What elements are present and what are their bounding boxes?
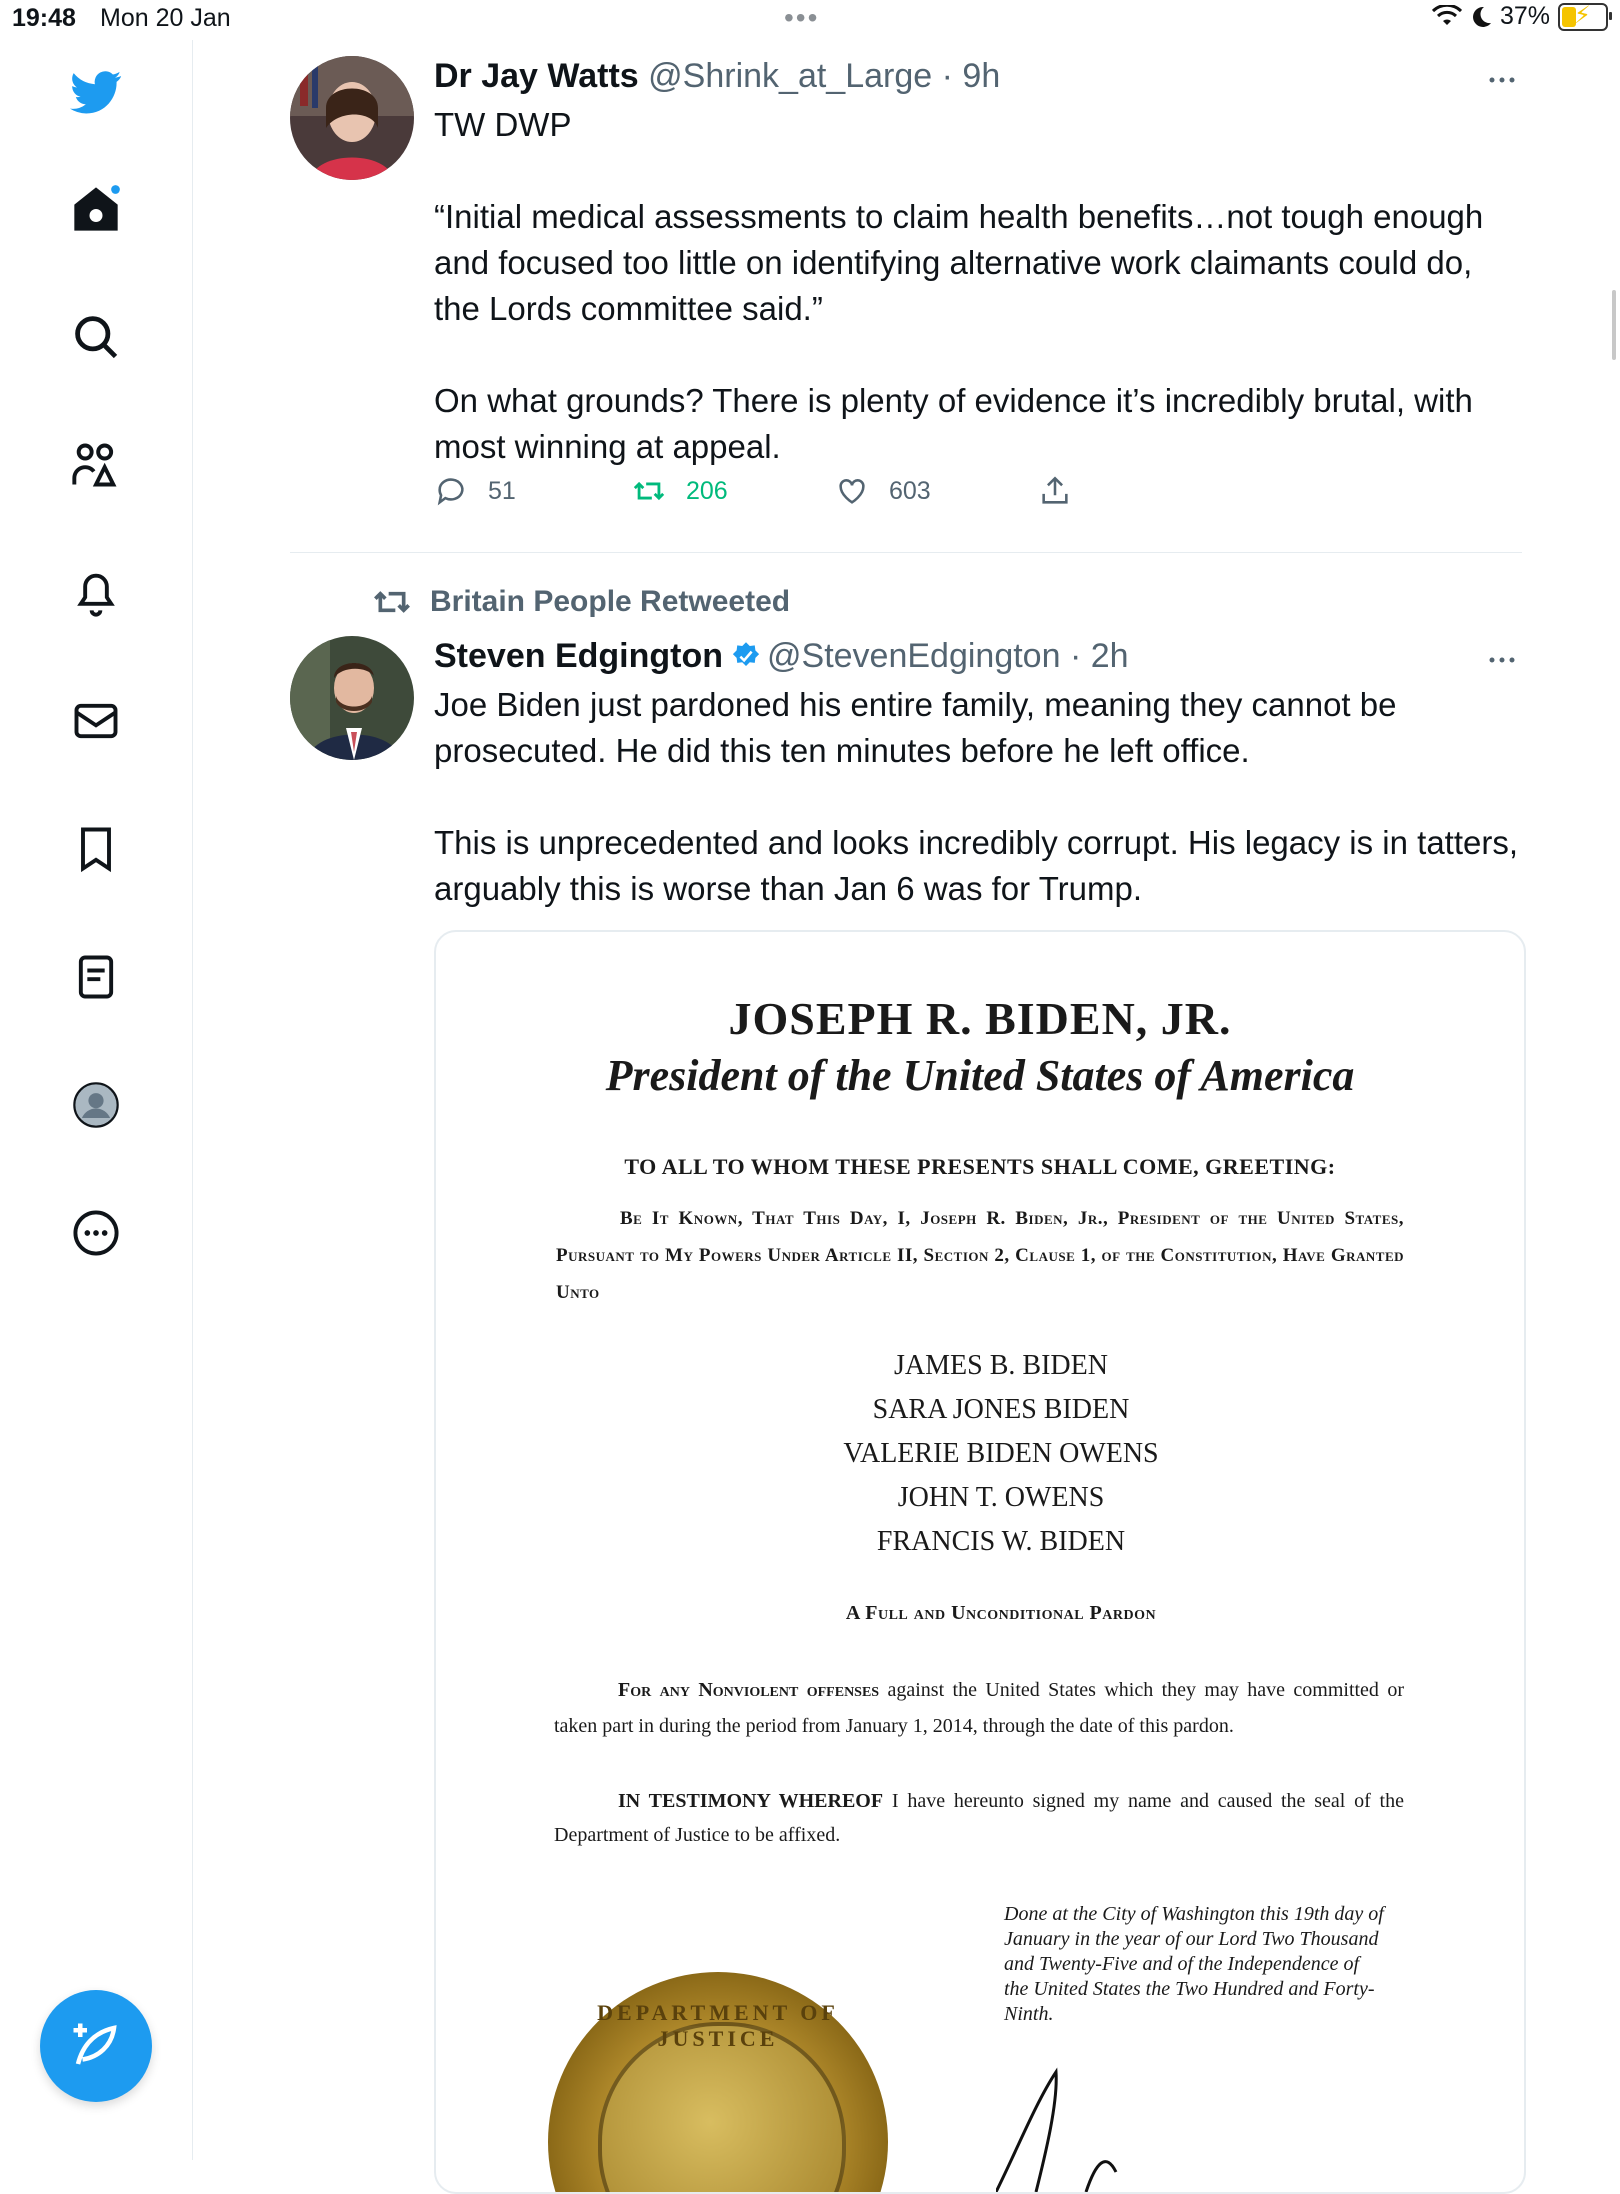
battery-charging-icon: ⚡ <box>1558 3 1608 31</box>
retweet-icon <box>372 582 412 622</box>
grantee: VALERIE BIDEN OWENS <box>843 1438 1159 1469</box>
pardon-document <box>436 932 1524 2192</box>
doc-pardon-title: A Full and Unconditional Pardon <box>845 1602 1157 1624</box>
signature <box>996 2042 1296 2192</box>
search-icon[interactable] <box>64 305 128 369</box>
share-button[interactable] <box>1038 474 1092 508</box>
doc-testimony: IN TESTIMONY WHEREOF I have hereunto signed my name and caused the seal of the Department of Justice to be affixed. <box>554 1790 1404 1846</box>
reply-count: 51 <box>488 476 516 505</box>
status-bar <box>0 0 1620 40</box>
more-options-icon[interactable] <box>1482 640 1522 680</box>
moon-icon <box>1470 5 1492 29</box>
more-circle-icon[interactable] <box>64 1201 128 1265</box>
bookmark-icon[interactable] <box>64 817 128 881</box>
verified-badge-icon <box>731 641 761 671</box>
list-icon[interactable] <box>64 945 128 1009</box>
mail-icon[interactable] <box>64 689 128 753</box>
grantee: JAMES B. BIDEN <box>894 1350 1108 1381</box>
doc-done-at: Done at the City of Washington this 19th day of January in the year of our Lord Two Thousand and Twenty-Five and of the Independence of the United States the Two Hundred and Forty-Ninth. <box>1004 1903 1384 2025</box>
compose-icon <box>69 2019 123 2073</box>
doc-grantees <box>436 1344 1524 1564</box>
more-options-icon[interactable] <box>1482 60 1522 100</box>
retweeted-by-label: Britain People Retweeted <box>430 585 791 618</box>
tweet[interactable] <box>290 56 1522 526</box>
seal-text: DEPARTMENT OF JUSTICE <box>597 2000 839 2051</box>
reply-icon <box>434 474 468 508</box>
author-name[interactable]: Steven Edgington <box>434 637 723 675</box>
bird-icon[interactable] <box>64 60 128 124</box>
grantee: SARA JONES BIDEN <box>872 1394 1130 1425</box>
home-icon[interactable] <box>64 177 128 241</box>
retweeted-by[interactable] <box>372 582 790 622</box>
tweet-divider <box>290 552 1522 553</box>
people-icon[interactable] <box>64 433 128 497</box>
sidebar <box>0 40 193 2160</box>
battery-percent: 37% <box>1499 2 1550 30</box>
heart-icon <box>835 474 869 508</box>
retweet-icon <box>632 474 666 508</box>
avatar-icon[interactable] <box>64 1073 128 1137</box>
wifi-icon <box>1432 5 1462 29</box>
scrollbar[interactable] <box>1612 290 1616 360</box>
doc-be-it-known: Be It Known, That This Day, I, Joseph R. Biden, Jr., President of the United States, Pursuant to My Powers Under Article II, Section 2, Clause 1, of the Constitution, Have Granted Unto <box>556 1208 1404 1303</box>
tweet-header: Dr Jay Watts @Shrink_at_Large · 9h <box>434 57 1001 95</box>
compose-button[interactable] <box>40 1990 152 2102</box>
author-handle[interactable]: @Shrink_at_Large <box>648 57 933 95</box>
author-name[interactable]: Dr Jay Watts <box>434 57 639 95</box>
retweet-count: 206 <box>686 476 728 505</box>
multitasking-dots-icon[interactable]: ••• <box>784 2 820 33</box>
avatar[interactable] <box>290 636 414 760</box>
retweet-button[interactable] <box>632 474 728 508</box>
bell-icon[interactable] <box>64 561 128 625</box>
avatar[interactable] <box>290 56 414 180</box>
status-time: 19:48 <box>12 4 76 32</box>
share-icon <box>1038 474 1072 508</box>
tweet-time[interactable]: 2h <box>1090 637 1129 675</box>
doc-office: President of the United States of America <box>605 1051 1355 1100</box>
tweet-media-image[interactable] <box>434 930 1526 2194</box>
doc-president-name: JOSEPH R. BIDEN, JR. <box>728 993 1232 1044</box>
like-count: 603 <box>889 476 931 505</box>
doc-greeting: TO ALL TO WHOM THESE PRESENTS SHALL COME, GREETING: <box>624 1154 1336 1179</box>
reply-button[interactable] <box>434 474 516 508</box>
tweet-text: Joe Biden just pardoned his entire family, meaning they cannot be prosecuted. He did this ten minutes before he left office. This is unprecedented and looks incredibly corrupt. His legacy is in tatters, arguably this is worse than Jan 6 was for Trump. <box>434 686 1519 907</box>
like-button[interactable] <box>835 474 931 508</box>
status-date: Mon 20 Jan <box>100 4 231 32</box>
tweet-time[interactable]: 9h <box>962 57 1001 95</box>
grantee: JOHN T. OWENS <box>897 1482 1105 1513</box>
tweet-text: TW DWP “Initial medical assessments to claim health benefits…not tough enough and focused too little on identifying alternative work claimants could do, the Lords committee said.” On what grounds? There is plenty of evidence it’s incredibly brutal, with most winning at appeal. <box>434 106 1484 465</box>
doj-seal <box>548 1972 888 2194</box>
author-handle[interactable]: @StevenEdgington <box>767 637 1061 675</box>
tweet-header: Steven Edgington @StevenEdgington · 2h <box>434 637 1129 675</box>
grantee: FRANCIS W. BIDEN <box>876 1526 1126 1557</box>
doc-offenses: For any Nonviolent offenses against the United States which they may have committed or taken part in during the period from January 1, 2014, through the date of this pardon. <box>554 1679 1404 1737</box>
status-indicators <box>1432 2 1608 31</box>
